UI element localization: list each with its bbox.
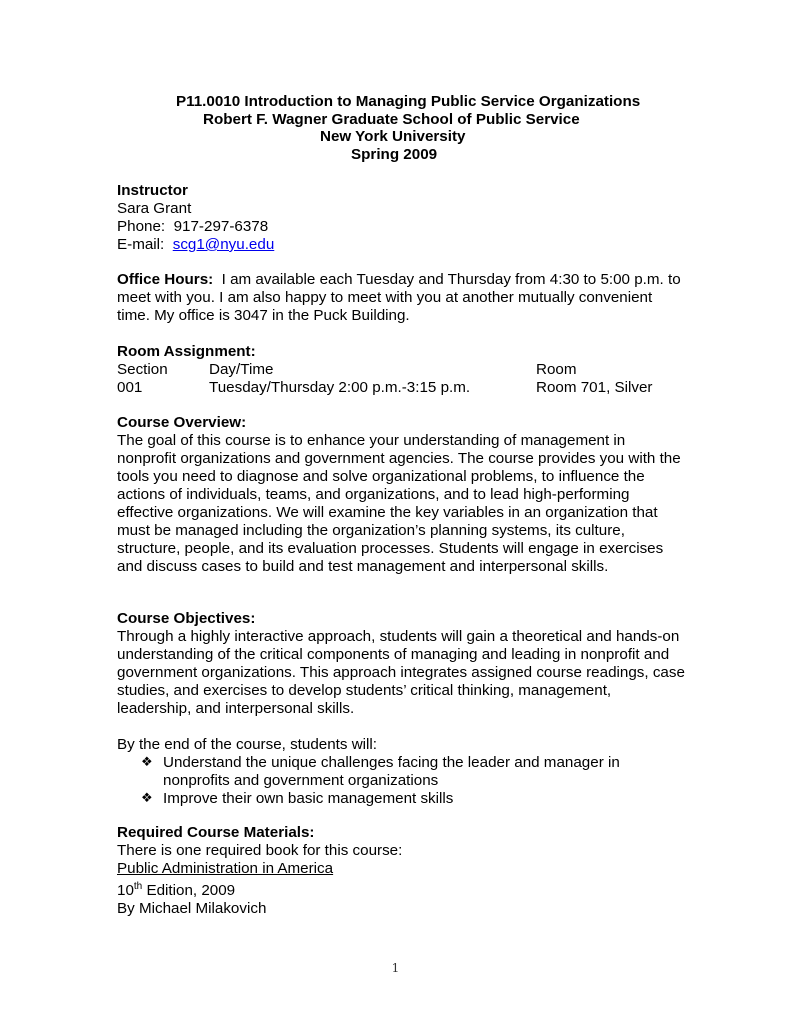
book-title: Public Administration in America — [117, 860, 334, 877]
materials-heading: Required Course Materials: — [117, 824, 315, 841]
objectives-intro: By the end of the course, students will: — [117, 736, 378, 753]
term: Spring 2009 — [351, 145, 438, 163]
course-overview-heading: Course Overview: — [117, 414, 247, 431]
email-link[interactable]: scg1@nyu.edu — [172, 236, 275, 253]
course-overview-text: The goal of this course is to enhance your understanding of management in nonprofit organizations and government agencies. The course provides you with the tools you need to diagnose and solve organizational problems, to influence the actions of individuals, teams, and organizations, and to lead high-performing effective organizations. We will examine the key variables in an organization that must be managed including the organization’s planning systems, its culture, structure, people, and its evaluation processes. Students will engage in exercises and discuss cases to build and test management and interpersonal skills. — [117, 432, 681, 575]
instructor-phone — [117, 218, 687, 236]
course-objectives-text: Through a highly interactive approach, students will gain a theoretical and hands-on understanding of the critical components of managing and leading in nonprofit and government organizations. This approach integrates assigned course readings, case studies, and exercises to develop students’ critical thinking, management, leadership, and interpersonal skills. — [117, 628, 685, 717]
book-edition: 10th Edition, 2009 — [117, 881, 236, 900]
office-hours-heading: Office Hours: — [117, 271, 214, 288]
list-item: ❖ Improve their own basic management skills — [141, 790, 454, 807]
document-header — [0, 93, 791, 163]
office-hours-text: I am available each Tuesday and Thursday from 4:30 to 5:00 p.m. to meet with you. I am also happy to meet with you at another mutually convenient time. My office is 3047 in the Puck Building. — [117, 271, 681, 324]
room-assignment-section — [117, 343, 687, 397]
email-label: E-mail: — [117, 236, 165, 253]
course-objectives-section — [117, 610, 687, 808]
diamond-bullet-icon: ❖ — [141, 755, 153, 770]
phone-value: 917-297-6378 — [173, 218, 269, 235]
phone-label: Phone: — [117, 218, 166, 235]
course-overview-section — [117, 414, 687, 576]
col-section: Section — [117, 361, 168, 378]
instructor-section — [117, 182, 687, 254]
room-table-header — [117, 361, 687, 379]
col-room: Room — [536, 361, 577, 378]
office-hours-paragraph — [117, 271, 687, 325]
university-name: New York University — [320, 128, 466, 145]
office-hours-section — [117, 271, 687, 325]
materials-intro: There is one required book for this course: — [117, 842, 403, 859]
diamond-bullet-icon: ❖ — [141, 791, 153, 806]
instructor-heading: Instructor — [117, 182, 188, 199]
cell-daytime: Tuesday/Thursday 2:00 p.m.-3:15 p.m. — [209, 379, 471, 396]
objectives-list — [117, 754, 687, 808]
room-table-row — [117, 379, 687, 397]
col-daytime: Day/Time — [209, 361, 274, 378]
book-author: By Michael Milakovich — [117, 900, 267, 918]
instructor-email — [117, 236, 687, 254]
course-title: P11.0010 Introduction to Managing Public Service Organizations — [176, 93, 641, 110]
instructor-name: Sara Grant — [117, 200, 192, 217]
materials-section — [117, 824, 687, 918]
list-item: ❖ Understand the unique challenges facing the leader and manager in nonprofits and government organizations — [141, 754, 620, 789]
cell-room: Room 701, Silver — [536, 379, 653, 396]
school-name: Robert F. Wagner Graduate School of Public Service — [203, 110, 580, 128]
page-number: 1 — [391, 961, 400, 975]
room-assignment-heading: Room Assignment: — [117, 343, 256, 360]
cell-section: 001 — [117, 379, 143, 396]
course-objectives-heading: Course Objectives: — [117, 610, 256, 627]
